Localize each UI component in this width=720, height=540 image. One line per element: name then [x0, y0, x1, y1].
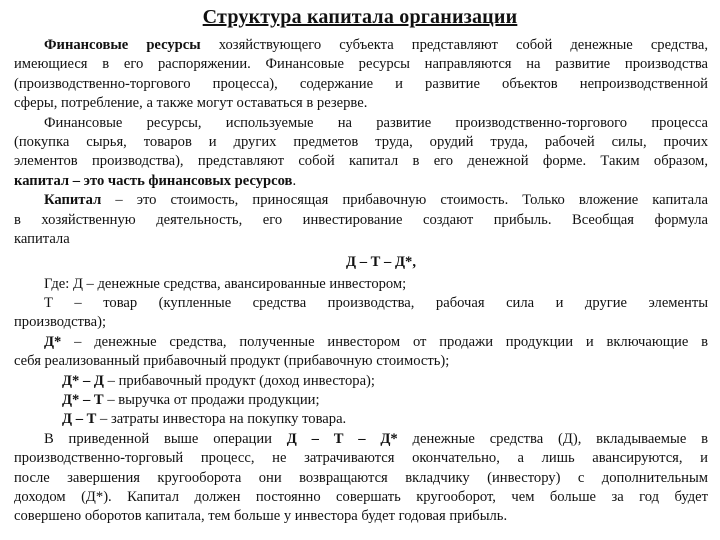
def-surplus-text: – прибавочный продукт (доход инвестора);	[103, 372, 375, 389]
p2-line-1: Финансовые ресурсы, используемые на развитие производственно-торгового процесса	[44, 114, 708, 131]
capital-definition: капитал – это часть финансовых ресурсов	[14, 172, 293, 189]
def-t-line-1: Т – товар (купленные средства производства, рабочая сила и другие элементы	[44, 295, 708, 312]
term-financial-resources: Финансовые ресурсы	[44, 37, 201, 53]
p4-line-1	[14, 430, 708, 449]
p2-line-4	[14, 172, 708, 191]
p1-line-2: имеющиеся в его распоряжении. Финансовые ресурсы направляются на развитие производства	[14, 56, 708, 73]
def-dstar-text: – денежные средства, полученные инвестором от продажи продукции и включающие в	[61, 333, 708, 350]
p2-line-2: (покупка сырья, товаров и других предметов труда, орудий труда, рабочей силы, прочих	[14, 133, 708, 150]
term-capital: Капитал	[44, 192, 102, 209]
p1-line-1	[14, 36, 708, 55]
operation-formula: Д – Т – Д*	[286, 430, 398, 447]
p4-line-1-lead: В приведенной выше операции	[44, 430, 287, 447]
def-costs	[14, 410, 708, 429]
p4-line-2: производственно-торговый процесс, не затрачиваются окончательно, а лишь авансируются, и	[14, 450, 708, 467]
capital-formula: Д – Т – Д*,	[346, 254, 416, 271]
def-costs-text: – затраты инвестора на покупку товара.	[96, 411, 347, 428]
def-dstar-line-2: себя реализованный прибавочный продукт (прибавочную стоимость);	[14, 353, 450, 370]
term-d-minus-t: Д – Т	[62, 411, 97, 428]
p3-line-1	[14, 191, 708, 210]
p2-line-4-text: .	[292, 172, 297, 189]
term-dstar-minus-t: Д* – Т	[62, 392, 104, 409]
def-dstar-line-1	[14, 333, 708, 352]
p1-line-4: сферы, потребление, а также могут оставаться в резерве.	[14, 95, 368, 112]
p3-line-2: в хозяйственную деятельность, его инвестирование создают прибыль. Всеобщая формула	[14, 211, 708, 228]
def-t-line-2: производства);	[14, 314, 107, 331]
term-dstar: Д*	[44, 333, 62, 350]
def-revenue-text: – выручка от продажи продукции;	[103, 392, 320, 409]
p3-line-3: капитала	[14, 230, 70, 247]
def-d: Где: Д – денежные средства, авансированные инвестором;	[44, 275, 407, 292]
p4-line-5: совершено оборотов капитала, тем больше у инвестора будет годовая прибыль.	[14, 508, 508, 525]
p1-line-1-text: хозяйствующего субъекта представляют собой денежные средства,	[200, 37, 708, 53]
def-surplus	[14, 372, 708, 391]
p4-line-4: доходом (Д*). Капитал должен постоянно совершать кругооборот, чем больше за год будет	[14, 488, 708, 505]
def-revenue	[14, 391, 708, 410]
p2-line-3: элементов производства), представляют собой капитал в его денежной форме. Таким образом,	[14, 153, 708, 170]
document-body	[14, 36, 708, 527]
p4-line-3: после завершения кругооборота они возвращаются вкладчику (инвестору) с дополнительным	[14, 469, 708, 486]
term-dstar-minus-d: Д* – Д	[62, 372, 104, 389]
p1-line-3: (производственно-торгового процесса), содержание и развитие объектов непроизводственной	[14, 75, 708, 92]
page-title: Структура капитала организации	[202, 6, 518, 28]
p4-line-1-text: денежные средства (Д), вкладываемые в	[397, 430, 708, 447]
p3-line-1-text: – это стоимость, приносящая прибавочную стоимость. Только вложение капитала	[101, 192, 708, 209]
